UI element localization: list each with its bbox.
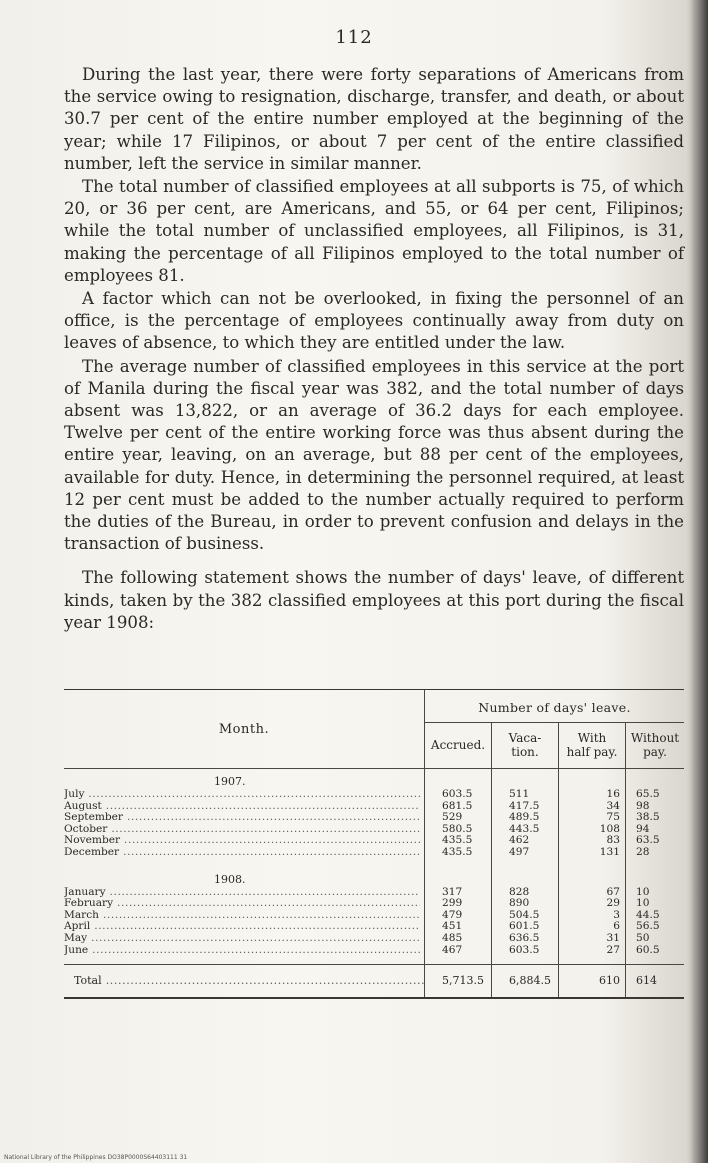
- vacation-cell: 890: [509, 897, 530, 910]
- vacation-cell: 443.5: [509, 822, 540, 835]
- table-row: [64, 824, 684, 836]
- binding-shadow: [690, 0, 708, 1163]
- col-vacation-header: Vaca- tion.: [508, 731, 542, 759]
- group-header: Number of days' leave.: [478, 700, 631, 715]
- vacation-cell: 417.5: [509, 799, 540, 812]
- vacation-cell: 511: [509, 788, 530, 800]
- vacation-cell: 489.5: [509, 811, 540, 824]
- month-cell: February .....: [64, 898, 420, 910]
- accrued-cell: 603.5: [442, 788, 473, 800]
- total-half-pay: 610: [599, 974, 620, 988]
- without-pay-cell: 28: [636, 845, 650, 858]
- group-rule: [425, 722, 684, 723]
- vacation-cell: 636.5: [509, 931, 540, 944]
- vacation-cell: 462: [509, 834, 530, 847]
- month-cell: July .....: [64, 789, 420, 801]
- table-row: [64, 789, 684, 801]
- footer-credit: National Library of the Philippines DO38P0000S64403111 31: [4, 1154, 188, 1161]
- without-pay-cell: 98: [636, 799, 650, 812]
- accrued-cell: 681.5: [442, 799, 473, 812]
- table-row: [64, 945, 684, 957]
- table-row: [64, 933, 684, 945]
- accrued-cell: 435.5: [442, 845, 473, 858]
- total-vacation: 6,884.5: [509, 974, 551, 988]
- month-cell: September .....: [64, 812, 420, 824]
- half-pay-cell: 31: [606, 931, 620, 944]
- col-accrued-header: Accrued.: [430, 738, 486, 752]
- vacation-cell: 828: [509, 885, 530, 898]
- month-cell: October .....: [64, 824, 420, 836]
- rows-1908: [64, 887, 684, 957]
- half-pay-cell: 67: [606, 885, 620, 898]
- vacation-cell: 497: [509, 845, 530, 858]
- without-pay-cell: 94: [636, 822, 650, 835]
- month-cell: August .....: [64, 801, 420, 813]
- year-label-row: [64, 769, 684, 789]
- without-pay-cell: 44.5: [636, 908, 660, 921]
- table-row: [64, 898, 684, 910]
- table-row: [64, 812, 684, 824]
- year-1907: 1907.: [214, 775, 246, 788]
- accrued-cell: 580.5: [442, 822, 473, 835]
- table-header: [64, 690, 684, 768]
- total-accrued: 5,713.5: [442, 974, 484, 988]
- paragraph-separations: During the last year, there were forty separations of Americans from the service owing to resignation, discharge, transfer, and death, or about 30.7 per cent of the entire number employed at the beginning of the year; while 17 Filipinos, or about 7 per cent of the entire classified number, left the service in similar manner.: [64, 65, 684, 173]
- paragraph-statement: The following statement shows the number of days' leave, of different kinds, taken by the 382 classified employees at this port during the fiscal year 1908:: [64, 568, 684, 632]
- col-half-pay-header: With half pay.: [566, 731, 618, 759]
- without-pay-cell: 65.5: [636, 788, 660, 800]
- total-row: [64, 964, 684, 997]
- without-pay-cell: 38.5: [636, 811, 660, 824]
- without-pay-cell: 10: [636, 897, 650, 910]
- without-pay-cell: 56.5: [636, 920, 660, 933]
- month-cell: May .....: [64, 933, 420, 945]
- month-header: Month.: [218, 721, 270, 737]
- month-cell: April .....: [64, 921, 420, 933]
- accrued-cell: 435.5: [442, 834, 473, 847]
- col-without-pay-header: Without pay.: [630, 731, 680, 759]
- half-pay-cell: 3: [613, 908, 620, 921]
- half-pay-cell: 108: [599, 822, 620, 835]
- month-cell: December .....: [64, 847, 420, 859]
- half-pay-cell: 27: [606, 943, 620, 956]
- accrued-cell: 529: [442, 811, 463, 824]
- rows-1907: [64, 789, 684, 859]
- year-label-row: [64, 867, 684, 887]
- paragraph-factor: A factor which can not be overlooked, in fixing the personnel of an office, is the percentage of employees continually away from duty on leaves of absence, to which they are entitled under the law.: [64, 289, 684, 353]
- paragraph-average: The average number of classified employees in this service at the port of Manila during the fiscal year was 382, and the total number of days absent was 13,822, or an average of 36.2 days for each employee. Twelve per cent of the entire working force was thus absent during the entire year, leaving, on an average, but 88 per cent of the employees, available for duty. Hence, in determining the personnel required, at least 12 per cent must be added to the number actually required to perform the duties of the Bureau, in order to prevent confusion and delays in the transaction of business.: [64, 356, 684, 554]
- table-bottom-rule: [64, 997, 684, 999]
- page-number: 112: [335, 27, 373, 48]
- half-pay-cell: 131: [599, 845, 620, 858]
- half-pay-cell: 83: [606, 834, 620, 847]
- vacation-cell: 601.5: [509, 920, 540, 933]
- table-body: [64, 769, 684, 997]
- total-without-pay: 614: [636, 974, 657, 988]
- vacation-cell: 603.5: [509, 943, 540, 956]
- without-pay-cell: 10: [636, 885, 650, 898]
- table-row: [64, 910, 684, 922]
- table-row: [64, 835, 684, 847]
- body-text: [64, 64, 684, 634]
- accrued-cell: 299: [442, 897, 463, 910]
- paragraph-subports: The total number of classified employees at all subports is 75, of which 20, or 36 per cent, are Americans, and 55, or 64 per cent, Filipinos; while the total number of unclassified employees, all Filipinos, is 31, making the percentage of all Filipinos employed to the total number of employees 81.: [64, 177, 684, 285]
- half-pay-cell: 6: [613, 920, 620, 933]
- vacation-cell: 504.5: [509, 908, 540, 921]
- month-cell: March .....: [64, 910, 420, 922]
- without-pay-cell: 63.5: [636, 834, 660, 847]
- accrued-cell: 317: [442, 885, 463, 898]
- leave-table: [64, 689, 684, 999]
- accrued-cell: 479: [442, 908, 463, 921]
- half-pay-cell: 34: [606, 799, 620, 812]
- half-pay-cell: 16: [606, 788, 620, 800]
- month-cell: November .....: [64, 835, 420, 847]
- table-row: [64, 921, 684, 933]
- month-cell: June .....: [64, 945, 420, 957]
- total-label: Total .....: [74, 974, 424, 987]
- accrued-cell: 467: [442, 943, 463, 956]
- year-1908: 1908.: [214, 872, 246, 886]
- table-row: [64, 847, 684, 859]
- without-pay-cell: 60.5: [636, 943, 660, 956]
- half-pay-cell: 75: [606, 811, 620, 824]
- accrued-cell: 485: [442, 931, 463, 944]
- without-pay-cell: 50: [636, 931, 650, 944]
- table-row: [64, 801, 684, 813]
- month-cell: January .....: [64, 887, 420, 899]
- accrued-cell: 451: [442, 920, 463, 933]
- half-pay-cell: 29: [606, 897, 620, 910]
- table-row: [64, 887, 684, 899]
